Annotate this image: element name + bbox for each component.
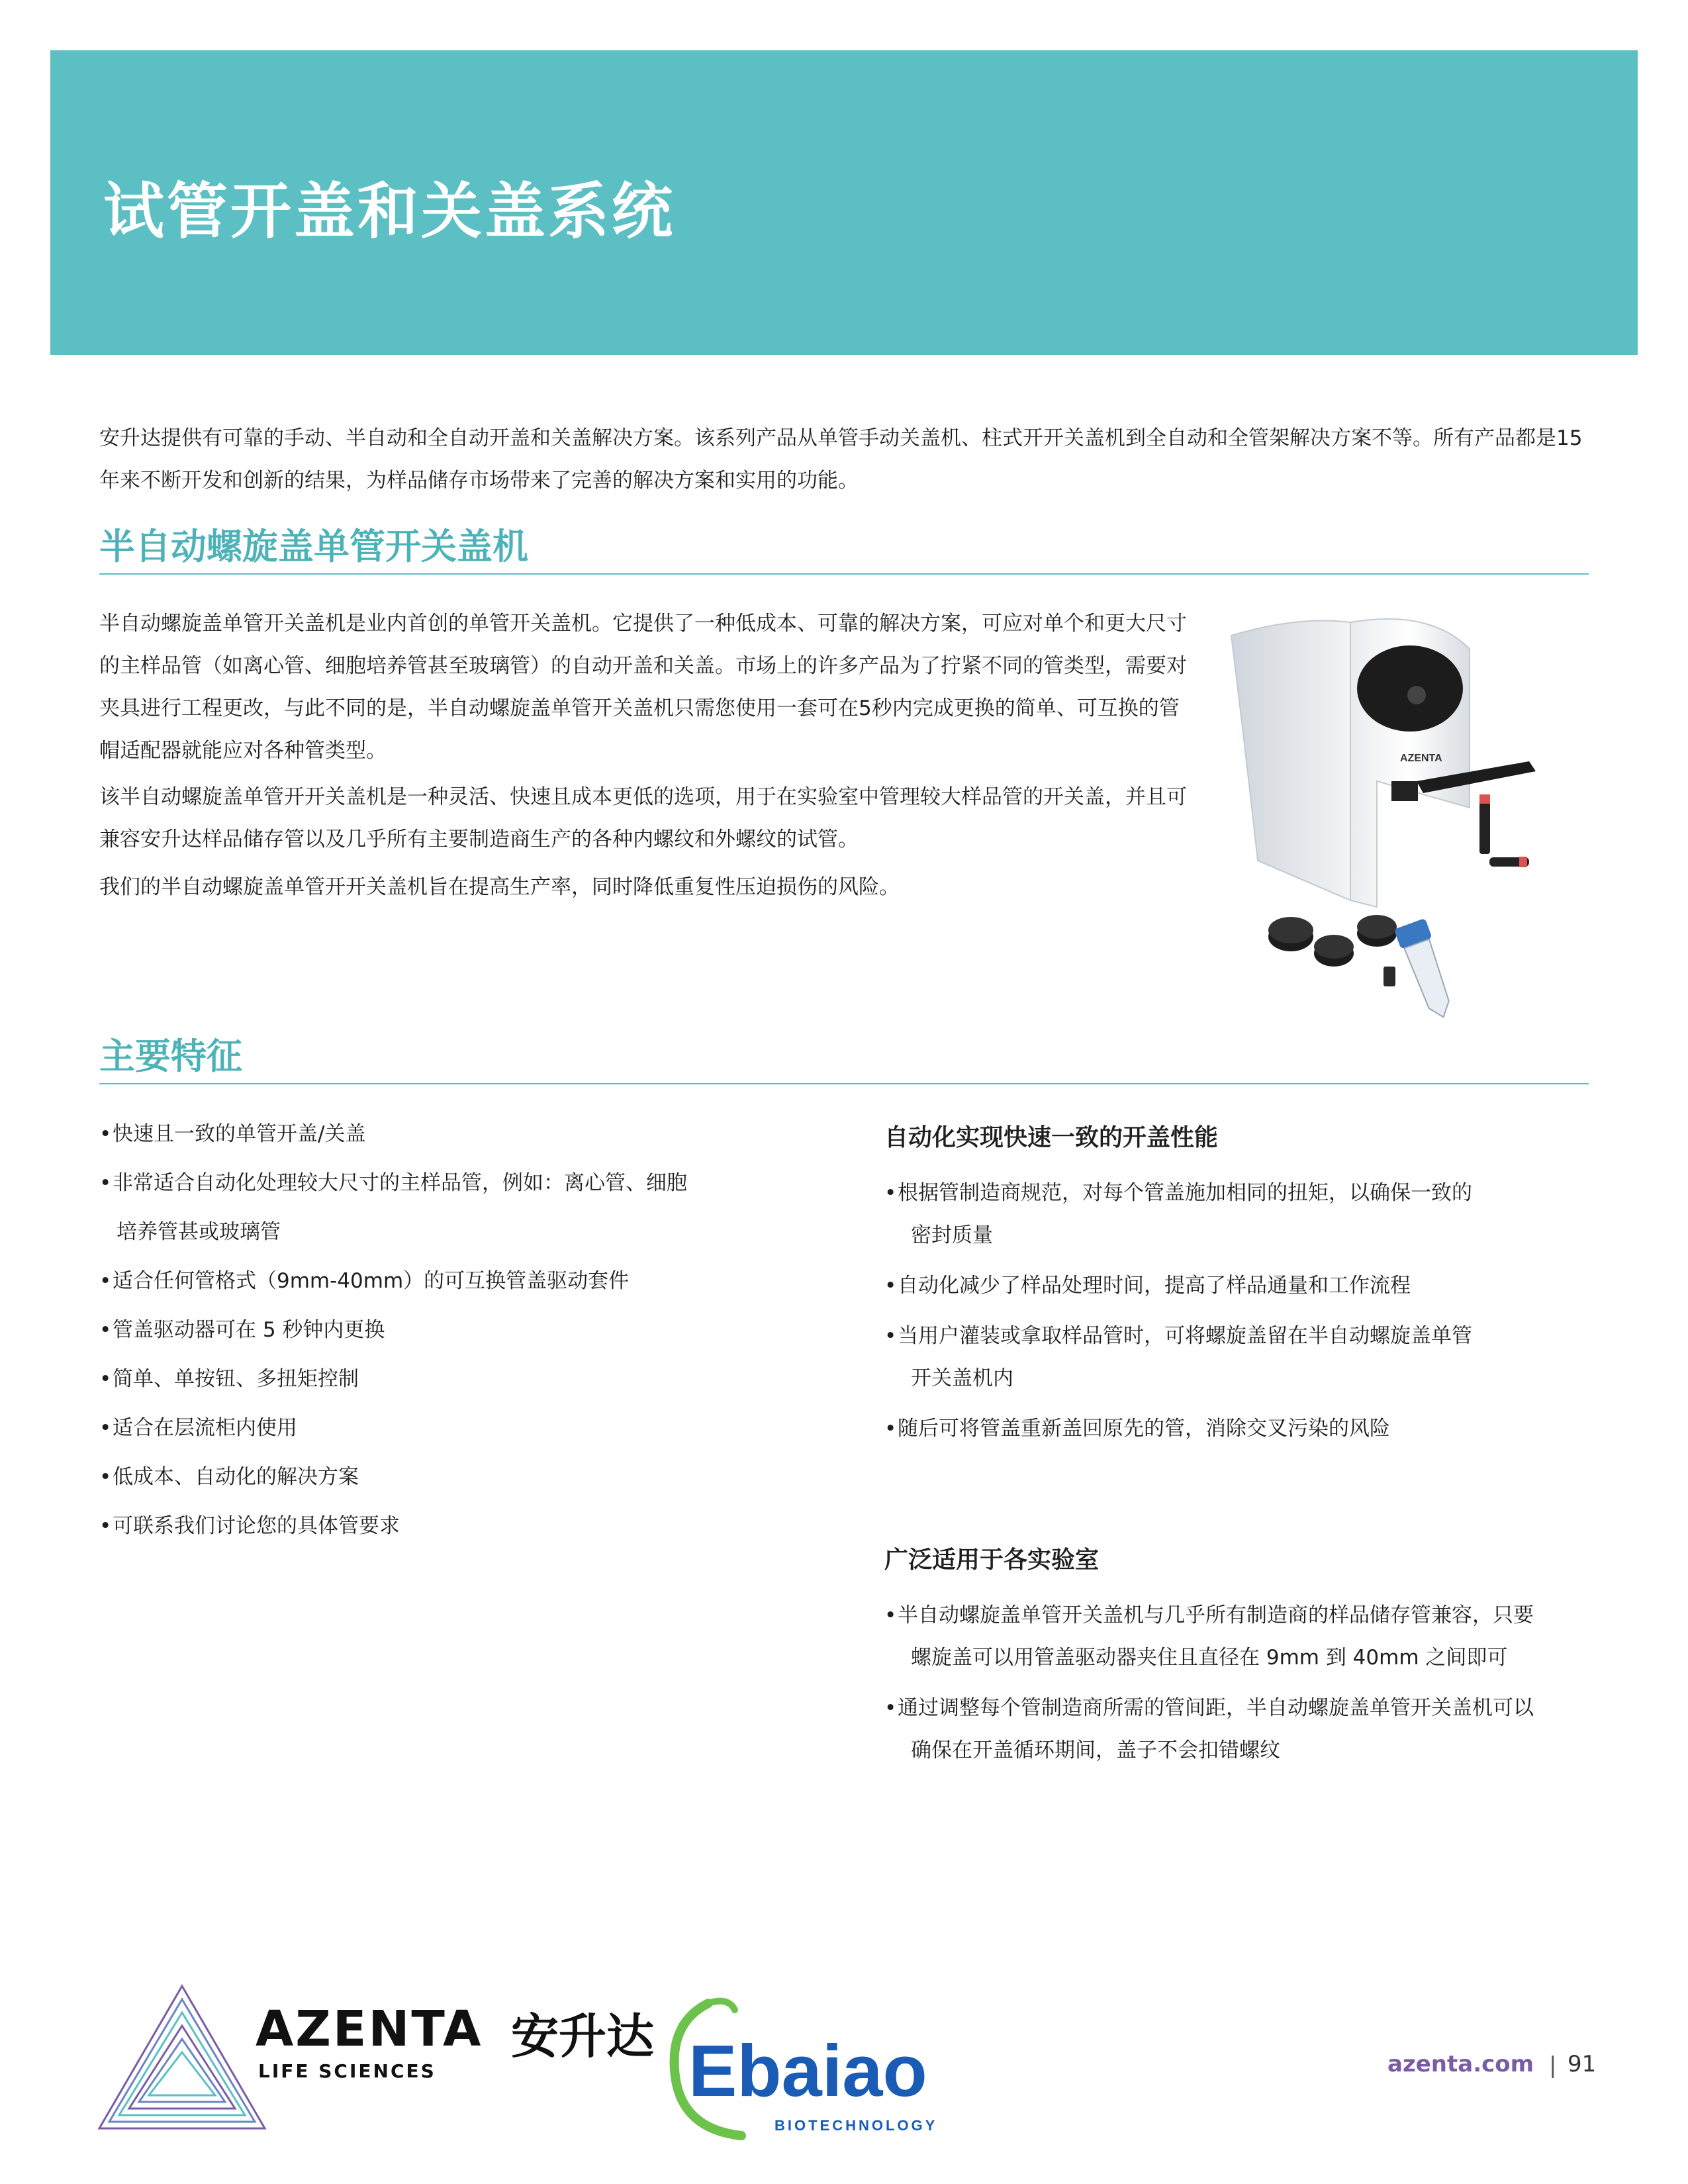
capper-paragraph-1: 半自动螺旋盖单管开关盖机是业内首创的单管开关盖机。它提供了一种低成本、可靠的解决方案，可应对单个和更大尺寸的主样品管（如离心管、细胞培养管甚至玻璃管）的自动开盖和关盖。市场上的许多产品为了拧紧不同的管类型，需要对夹具进行工程更改，与此不同的是，半自动螺旋盖单管开关盖机只需您使用一套可在5秒内完成更换的简单、可互换的管帽适配器就能应对各种管类型。 (99, 612, 1187, 763)
azenta-triangle-logo (93, 1979, 271, 2138)
list-item: • 适合在层流柜内使用 (99, 1403, 827, 1452)
page-title: 试管开盖和关盖系统 (103, 176, 676, 247)
svg-text:Ebaiao: Ebaiao (688, 2030, 927, 2112)
title-banner (50, 50, 1638, 355)
azenta-chinese-name: 安升达 (511, 2009, 655, 2064)
labs-heading: 广泛适用于各实验室 (884, 1546, 1100, 1574)
intro-paragraph: 安升达提供有可靠的手动、半自动和全自动开盖和关盖解决方案。该系列产品从单管手动关盖机、柱式开开关盖机到全自动和全管架解决方案不等。所有产品都是15年来不断开发和创新的结果，为样品储存市场带来了完善的解决方案和实用的功能。 (99, 426, 1583, 493)
automation-list (884, 1172, 1586, 1458)
svg-text:AZENTA: AZENTA (1400, 753, 1442, 764)
decapper-product-image (1218, 609, 1589, 1046)
list-item: • 当用户灌装或拿取样品管时，可将螺旋盖留在半自动螺旋盖单管 开关盖机内 (884, 1315, 1586, 1400)
footer-divider: | (1549, 2052, 1557, 2079)
automation-heading: 自动化实现快速一致的开盖性能 (884, 1124, 1219, 1151)
list-item: • 管盖驱动器可在 5 秒钟内更换 (99, 1306, 827, 1354)
azenta-subtitle: LIFE SCIENCES (258, 2060, 436, 2082)
section-heading-capper: 半自动螺旋盖单管开关盖机 (99, 523, 1589, 575)
capper-paragraph-3: 我们的半自动螺旋盖单管开开关盖机旨在提高生产率，同时降低重复性压迫损伤的风险。 (99, 875, 900, 899)
labs-list (884, 1594, 1586, 1780)
list-item: • 适合任何管格式（9mm-40mm）的可互换管盖驱动套件 (99, 1257, 827, 1306)
azenta-wordmark: AZENTA (256, 2001, 483, 2058)
feature-list (99, 1110, 827, 1550)
list-item: • 可联系我们讨论您的具体管要求 (99, 1501, 827, 1550)
page-number: 91 (1568, 2051, 1597, 2077)
list-item: • 简单、单按钮、多扭矩控制 (99, 1354, 827, 1403)
list-item: • 随后可将管盖重新盖回原先的管，消除交叉污染的风险 (884, 1407, 1586, 1450)
list-item: • 快速且一致的单管开盖/关盖 (99, 1110, 827, 1159)
list-item: • 非常适合自动化处理较大尺寸的主样品管，例如：离心管、细胞 培养管甚或玻璃管 (99, 1159, 827, 1257)
list-item: • 根据管制造商规范，对每个管盖施加相同的扭矩，以确保一致的 密封质量 (884, 1172, 1586, 1257)
list-item: • 半自动螺旋盖单管开关盖机与几乎所有制造商的样品储存管兼容，只要 螺旋盖可以用管盖驱动器夹住且直径在 9mm 到 40mm 之间即可 (884, 1594, 1586, 1679)
section-heading-features: 主要特征 (99, 1033, 1589, 1084)
capper-paragraph-2: 该半自动螺旋盖单管开开关盖机是一种灵活、快速且成本更低的选项，用于在实验室中管理较大样品管的开关盖，并且可兼容安升达样品储存管以及几乎所有主要制造商生产的各种内螺纹和外螺纹的试管。 (99, 785, 1187, 851)
ebaiao-logo (662, 1983, 960, 2149)
svg-text:BIOTECHNOLOGY: BIOTECHNOLOGY (774, 2117, 938, 2134)
list-item: • 低成本、自动化的解决方案 (99, 1452, 827, 1501)
website-link[interactable]: azenta.com (1387, 2051, 1534, 2077)
list-item: • 自动化减少了样品处理时间，提高了样品通量和工作流程 (884, 1264, 1586, 1307)
list-item: • 通过调整每个管制造商所需的管间距，半自动螺旋盖单管开关盖机可以 确保在开盖循环期间，盖子不会扣错螺纹 (884, 1687, 1586, 1772)
